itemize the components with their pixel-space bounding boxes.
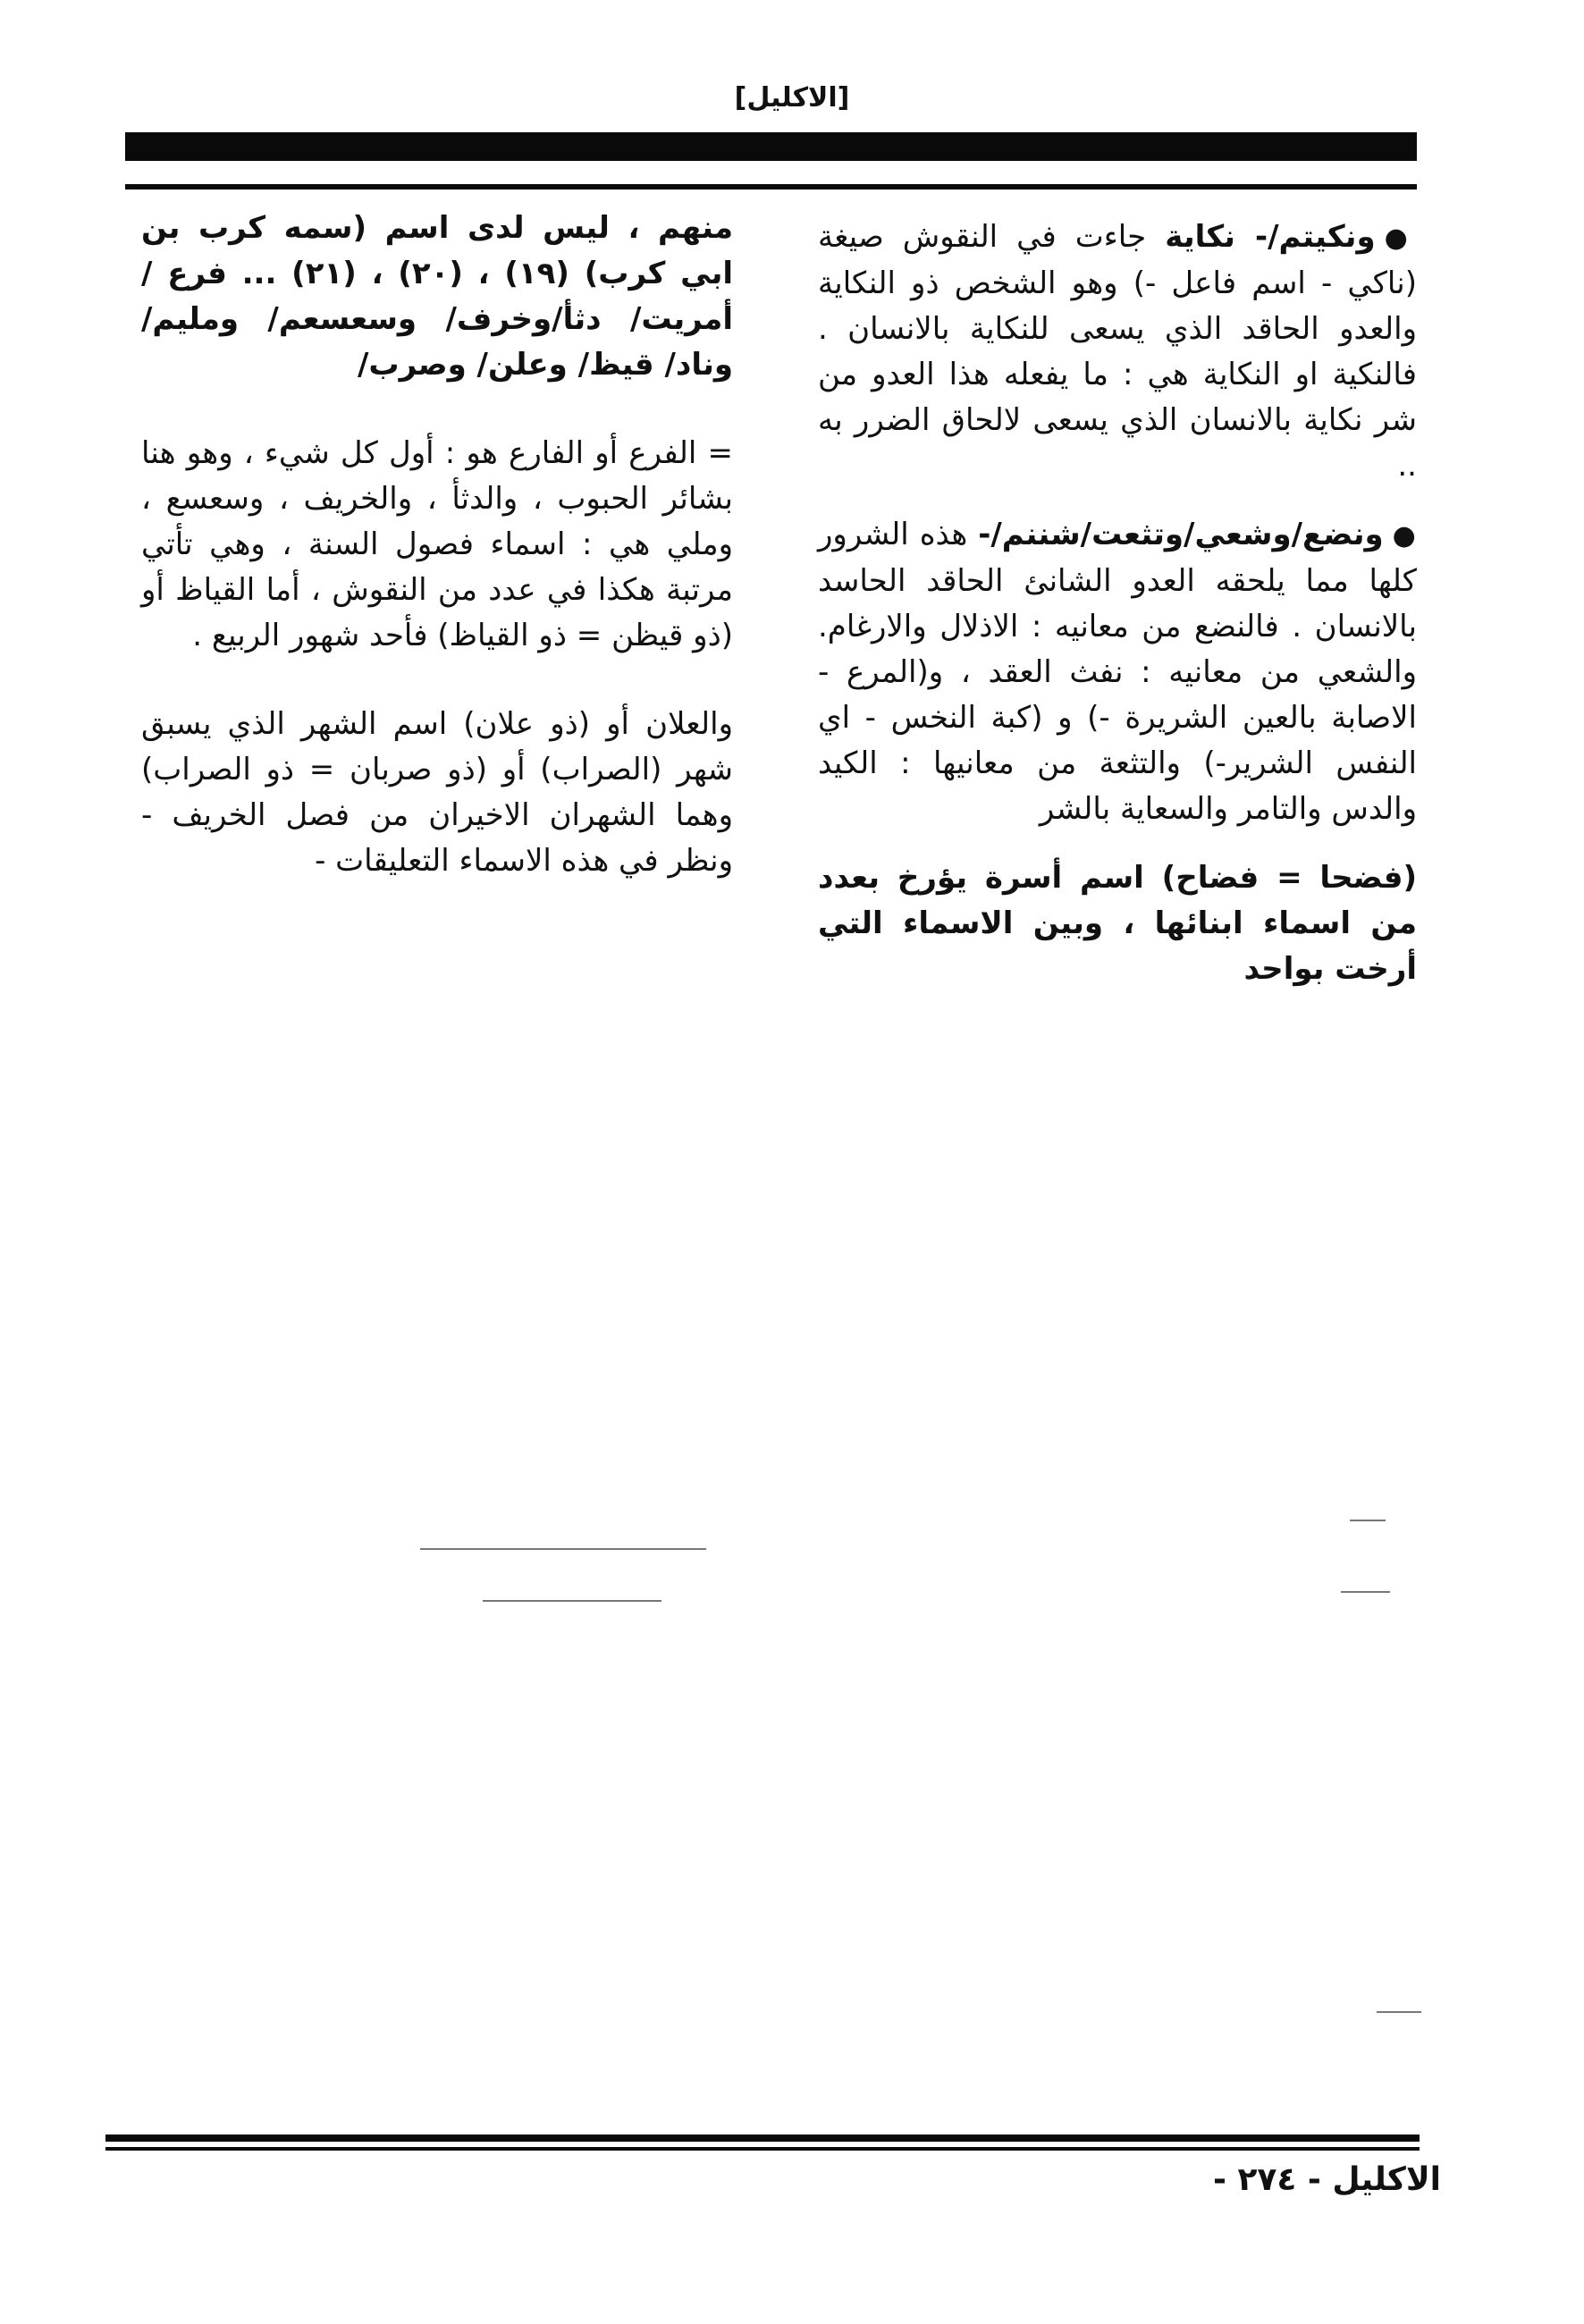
footer-rule-thick: [105, 2135, 1420, 2142]
scan-noise: [1350, 1520, 1386, 1521]
entry-term: ونكيتم/- نكاية: [1165, 219, 1376, 255]
paragraph-names: منهم ، ليس لدى اسم (سمه كرب بن ابي كرب) (١٩) ، (٢٠) ، (٢١) ... فرع / أمريت/ دثأ/وخرف/ وسعسعم/ ومليم/ وناد/ قيظ/ وعلن/ وصرب/: [141, 210, 733, 383]
scan-noise: [420, 1548, 706, 1550]
paragraph-seasons: = الفرع أو الفارع هو : أول كل شيء ، وهو هنا بشائر الحبوب ، والدثأ ، والخريف ، وسعسع ، وملي هي : اسماء فصول السنة ، وهي تأتي مرتبة هكذا في عدد من النقوش ، أما القياظ أو (ذو قيظن = ذو القياظ) فأحد شهور الربيع .: [141, 435, 733, 653]
entry-fadha: [818, 855, 1417, 992]
entry-term: ونضع/وشعي/وتثعت/شننم/-: [978, 517, 1384, 552]
scan-noise: [1377, 2011, 1421, 2013]
entry-nadh: [818, 512, 1417, 832]
scan-noise: [1341, 1591, 1390, 1593]
page-footer: الاكليل - ٢٧٤ -: [1212, 2161, 1441, 2198]
entry-nakitm: [818, 215, 1417, 489]
bullet-icon: ●: [1392, 520, 1417, 552]
header-rule-thin: [125, 184, 1417, 189]
running-header: [الاكليل]: [734, 82, 850, 114]
right-column: [818, 215, 1417, 992]
left-column: [141, 206, 733, 884]
header-rule-thick: [125, 132, 1417, 161]
bullet-icon: ●: [1384, 223, 1417, 254]
entry-text: (فضحا = فضاح) اسم أسرة يؤرخ بعدد من اسماء ابنائها ، وبين الاسماء التي أرخت بواحد: [818, 860, 1417, 987]
entry-text: جاءت في النقوش صيغة (ناكي - اسم فاعل -) وهو الشخص ذو النكاية والعدو الحاقد الذي يسعى للنكاية بالانسان . فالنكية او النكاية هي : ما يفعله هذا العدو من شر نكاية بالانسان الذي يسعى لالحاق الضرر به ..: [818, 219, 1417, 484]
footer-rule-thin: [105, 2147, 1420, 2151]
paragraph-months: والعلان أو (ذو علان) اسم الشهر الذي يسبق شهر (الصراب) أو (ذو صربان = ذو الصراب) وهما الشهران الاخيران من فصل الخريف - ونظر في هذه الاسماء التعليقات -: [141, 706, 733, 879]
scan-noise: [483, 1600, 661, 1602]
entry-text: هذه الشرور كلها مما يلحقه العدو الشانئ الحاقد الحاسد بالانسان . فالنضع من معانيه : الاذلال والارغام. والشعي من معانيه : نفث العقد ، و(المرع - الاصابة بالعين الشريرة -) و (كبة النخس - اي النفس الشرير-) والتثعة من معانيها : الكيد والدس والتامر والسعاية بالشر: [818, 517, 1417, 827]
